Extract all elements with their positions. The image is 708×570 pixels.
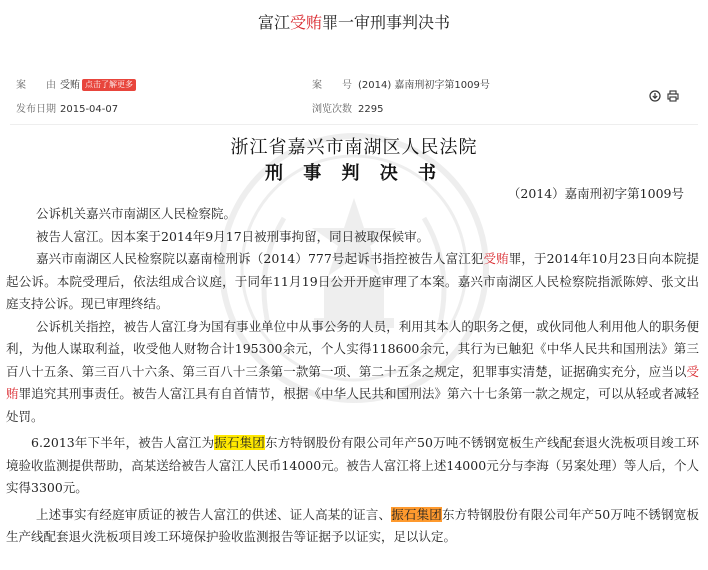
caseno-label: 案 号 [312,80,352,91]
action-icons [648,90,680,105]
views-value: 2295 [358,104,384,115]
keyword-highlight[interactable]: 受贿 [6,363,699,401]
paragraph-procedure: 嘉兴市南湖区人民检察院以嘉南检刑诉（2014）777号起诉书指控被告人富江犯受贿罪，于2014年10月23日向本院提起公诉。本院受理后，依法组成合议庭，于同年11月19日公开开庭审理了本案。嘉兴市南湖区人民检察院指派陈婷、张文出庭支持公诉。现已审理终结。 [6,251,699,311]
title-suffix: 罪一审刑事判决书 [322,13,451,32]
paragraph-defendant: 被告人富江。因本案于2014年9月17日被刑事拘留，同日被取保候审。 [36,228,430,244]
download-icon[interactable] [648,90,662,104]
meta-row-cause [0,76,708,96]
cause-value-text[interactable]: 受贿 [60,80,80,91]
paragraph-prosecutor: 公诉机关嘉兴市南湖区人民检察院。 [36,206,237,221]
views-label: 浏览次数 [312,104,352,115]
learn-more-button[interactable]: 点击了解更多 [82,79,136,91]
cause-value [60,76,136,96]
entity-highlight[interactable]: 振石集团 [391,506,442,522]
paragraph-evidence: 上述事实有经庭审质证的被告人富江的供述、证人高某的证言、振石集团东方特钢股份有限公司年产50万吨不锈钢宽板生产线配套退火洗板项目竣工环境保护验收监测报告等证据予以证实，足以认定。 [6,506,699,544]
title-prefix: 富江 [257,13,290,32]
meta-row-date [0,100,708,120]
paragraph-fact-6: 6.2013年下半年，被告人富江为振石集团东方特钢股份有限公司年产50万吨不锈钢宽板生产线配套退火洗板项目竣工环境验收监测提供帮助，高某送给被告人富江人民币14000元。被告人富江将上述14000元分与李海（另案处理）等人后，个人实得3300元。 [6,435,699,495]
document-case-number: （2014）嘉南刑初字第1009号 [507,186,684,201]
case-meta [0,72,708,124]
document-type: 刑 事 判 决 书 [264,163,444,184]
entity-highlight[interactable]: 振石集团 [214,435,265,450]
date-label: 发布日期 [16,104,56,115]
title-highlight: 受贿 [289,13,322,32]
date-value: 2015-04-07 [60,104,119,115]
cause-label: 案 由 [16,80,56,91]
divider [10,124,698,125]
print-icon[interactable] [666,90,680,104]
paragraph-charges: 公诉机关指控，被告人富江身为国有事业单位中从事公务的人员，利用其本人的职务之便，或伙同他人利用他人的职务便利，为他人谋取利益，收受他人财物合计195300余元，个人实得118600余元，其行为已触犯《中华人民共和国刑法》第三百八十五条、第三百八十六条、第三百八十三条第一款第一项、第二十五条之规定，犯罪事实清楚，证据确实充分，应当以受贿罪追究其刑事责任。被告人富江具有自首情节，根据《中华人民共和国刑法》第六十七条第一款之规定，可以从轻或者减轻处罚。 [6,318,699,424]
keyword-highlight[interactable]: 受贿 [483,251,509,266]
caseno-value: (2014) 嘉南刑初字第1009号 [358,80,490,91]
court-name: 浙江省嘉兴市南湖区人民法院 [230,137,478,158]
page-title [0,10,708,33]
judgment-body [6,203,699,549]
